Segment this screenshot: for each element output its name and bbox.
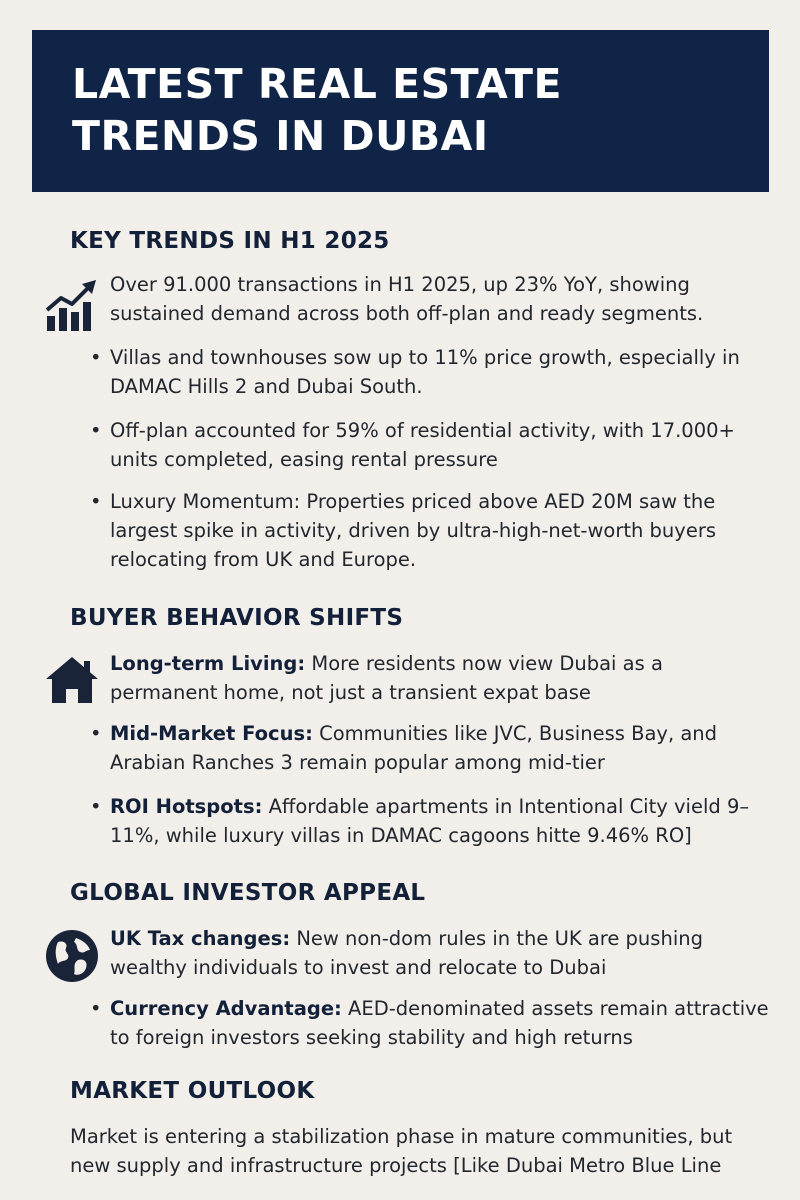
list-item — [90, 487, 770, 574]
bullet-lead: Currency Advantage: — [110, 997, 342, 1020]
list-item — [90, 343, 770, 401]
title-banner — [32, 30, 769, 192]
intro-lead: Long-term Living: — [110, 652, 306, 675]
bullet-text — [110, 719, 770, 777]
market-outlook-text: Market is entering a stabilization phase in mature communities, but new supply and infrastructure projects [Like Dubai Metro Blue Line — [70, 1125, 733, 1177]
bullet-body: Communities like JVC, Business Bay, and Arabian Ranches 3 remain popular among mid-tier — [110, 722, 718, 774]
section-heading-market-outlook: MARKET OUTLOOK — [70, 1078, 315, 1104]
intro-text: New non-dom rules in the UK are pushing wealthy individuals to invest and relocate to Dubai — [110, 927, 703, 979]
key-trends-intro: Over 91.000 transactions in H1 2025, up 23% YoY, showing sustained demand across both off-plan and ready segments. — [110, 273, 704, 325]
bullet-icon: • — [90, 490, 102, 513]
bullet-lead: Mid-Market Focus: — [110, 722, 313, 745]
bullet-icon: • — [90, 419, 102, 442]
bullet-text — [110, 792, 770, 850]
bullet-text: Villas and townhouses sow up to 11% price growth, especially in DAMAC Hills 2 and Dubai South. — [110, 346, 740, 398]
bullet-body: Affordable apartments in Intentional City vield 9–11%, while luxury villas in DAMAC cagoons hitte 9.46% RO] — [110, 795, 750, 847]
bullet-icon: • — [90, 346, 102, 369]
growth-chart-icon — [44, 278, 100, 338]
intro-text: More residents now view Dubai as a permanent home, not just a transient expat base — [110, 652, 663, 704]
list-item — [90, 994, 770, 1052]
section-heading-global-investor: GLOBAL INVESTOR APPEAL — [70, 880, 426, 906]
bullet-icon: • — [90, 722, 102, 745]
globe-icon — [44, 928, 100, 988]
bullet-text: Luxury Momentum: Properties priced above AED 20M saw the largest spike in activity, driven by ultra-high-net-worth buyers relocating from UK and Europe. — [110, 490, 717, 571]
list-item — [90, 792, 770, 850]
section-heading-buyer-behavior: BUYER BEHAVIOR SHIFTS — [70, 605, 404, 631]
bullet-lead: ROI Hotspots: — [110, 795, 263, 818]
bullet-text: Off-plan accounted for 59% of residential activity, with 17.000+ units completed, easing rental pressure — [110, 419, 735, 471]
bullet-text — [110, 994, 770, 1052]
bullet-icon: • — [90, 795, 102, 818]
page-title: LATEST REAL ESTATE TRENDS IN DUBAI — [72, 60, 562, 160]
intro-lead: UK Tax changes: — [110, 927, 291, 950]
bullet-icon: • — [90, 997, 102, 1020]
list-item — [90, 719, 770, 777]
bullet-body: AED-denominated assets remain attractive to foreign investors seeking stability and high returns — [110, 997, 769, 1049]
house-icon — [44, 655, 100, 709]
buyer-behavior-intro — [110, 649, 770, 707]
list-item — [90, 416, 770, 474]
section-heading-key-trends: KEY TRENDS IN H1 2025 — [70, 228, 390, 254]
global-investor-intro — [110, 924, 770, 982]
